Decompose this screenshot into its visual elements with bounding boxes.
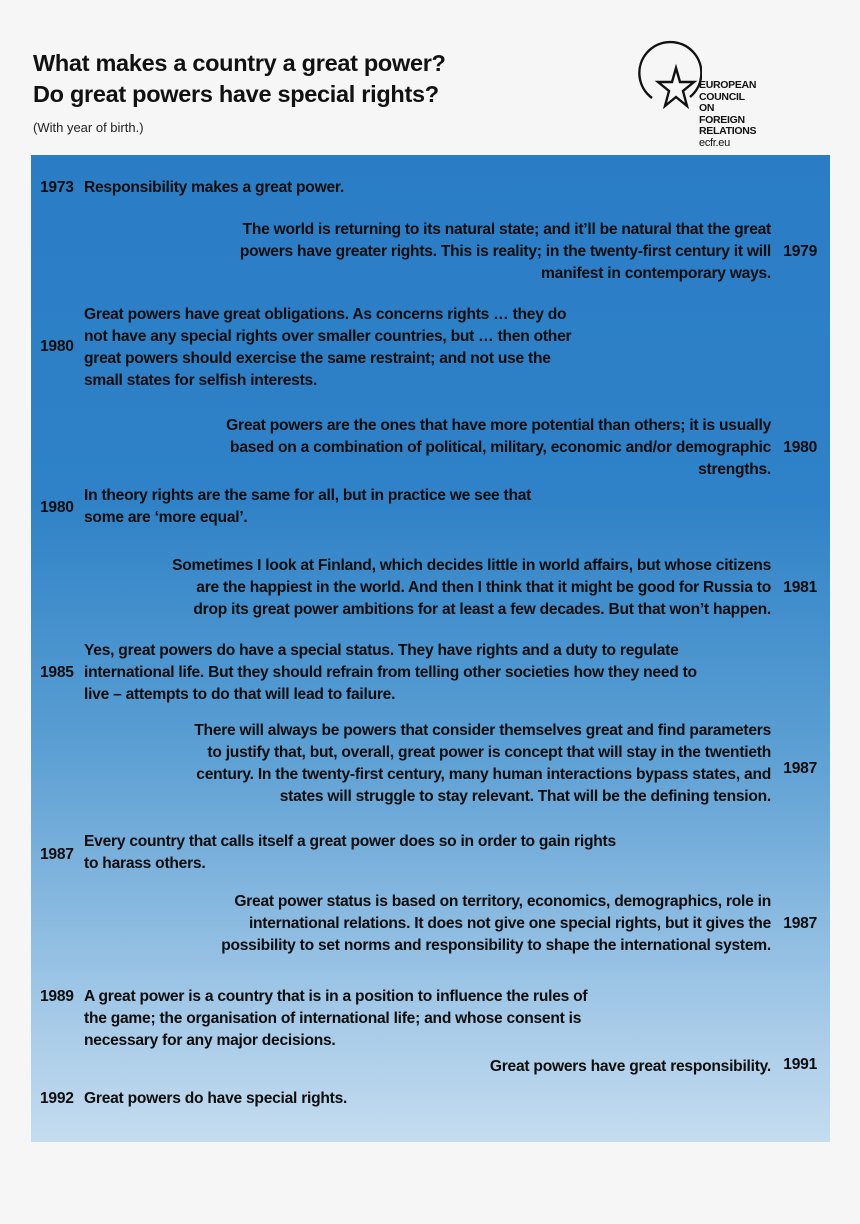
quote-line: powers have greater rights. This is reality; in the twenty-first century it will <box>239 243 771 260</box>
quote-line: Responsibility makes a great power. <box>84 179 344 196</box>
logo-line-2: COUNCIL <box>699 90 745 103</box>
quote-year: 1985 <box>40 664 74 681</box>
quote-text <box>84 640 697 706</box>
quote-line: Great powers do have special rights. <box>84 1090 348 1107</box>
quote-text <box>84 831 616 875</box>
quote-year: 1980 <box>40 499 74 516</box>
quote-line: international life. But they should refrain from telling other societies how they need to <box>84 664 697 681</box>
quote-line: based on a combination of political, military, economic and/or demographic <box>230 439 771 456</box>
logo-text <box>699 80 756 150</box>
subtitle: (With year of birth.) <box>33 120 144 135</box>
quote-text <box>172 555 771 621</box>
quote-line: drop its great power ambitions for at least a few decades. But that won’t happen. <box>193 601 771 618</box>
quote-year: 1987 <box>783 915 817 932</box>
quote-line: possibility to set norms and responsibility to shape the international system. <box>221 937 771 954</box>
quote-line: Great powers are the ones that have more potential than others; it is usually <box>226 417 771 434</box>
quote-line: Great power status is based on territory, economics, demographics, role in <box>234 893 771 910</box>
quote-line: not have any special rights over smaller countries, but … then other <box>84 328 572 345</box>
quote-year: 1992 <box>40 1090 74 1107</box>
quote-year: 1973 <box>40 179 74 196</box>
quote-line: live – attempts to do that will lead to failure. <box>84 686 396 703</box>
quote-year: 1989 <box>40 988 74 1005</box>
quote-line: manifest in contemporary ways. <box>541 265 771 282</box>
quote-line: great powers should exercise the same restraint; and not use the <box>84 350 551 367</box>
logo-line-1: EUROPEAN <box>699 79 757 91</box>
title-line-1: What makes a country a great power? <box>33 50 446 76</box>
quote-text <box>84 986 587 1052</box>
quote-line: There will always be powers that consider themselves great and find parameters <box>194 722 771 739</box>
quote-text <box>84 177 344 199</box>
quote-year: 1991 <box>783 1056 817 1073</box>
quotes-panel <box>31 155 830 1142</box>
quote-line: international relations. It does not give one special rights, but it gives the <box>248 915 771 932</box>
quote-line: The world is returning to its natural state; and it’ll be natural that the great <box>242 221 771 238</box>
quote-line: Great powers have great responsibility. <box>489 1058 771 1075</box>
quote-year: 1987 <box>40 846 74 863</box>
quote-year: 1987 <box>783 760 817 777</box>
quote-line: necessary for any major decisions. <box>84 1032 336 1049</box>
logo-line-4: RELATIONS <box>699 125 757 138</box>
page-title <box>33 48 446 110</box>
logo-url: ecfr.eu <box>699 136 730 149</box>
quote-line: are the happiest in the world. And then I think that it might be good for Russia to <box>196 579 771 596</box>
quote-text <box>84 304 571 392</box>
logo-line-3: ON FOREIGN <box>699 102 745 126</box>
quote-line: to harass others. <box>84 855 206 872</box>
quote-line: Yes, great powers do have a special status. They have rights and a duty to regulate <box>84 642 679 659</box>
quote-line: to justify that, but, overall, great power is concept that will stay in the twentieth <box>207 744 771 761</box>
quote-line: strengths. <box>698 461 771 478</box>
title-line-2: Do great powers have special rights? <box>33 81 439 107</box>
quote-line: states will struggle to stay relevant. That will be the defining tension. <box>279 788 771 805</box>
ecfr-logo <box>632 40 757 149</box>
quote-line: Sometimes I look at Finland, which decides little in world affairs, but whose citizens <box>172 557 771 574</box>
quote-line: In theory rights are the same for all, but in practice we see that <box>84 487 532 504</box>
header <box>33 48 446 135</box>
quote-text <box>490 1056 771 1078</box>
star-in-circle-icon <box>632 40 702 120</box>
quote-text <box>240 219 771 285</box>
quote-year: 1980 <box>40 338 74 355</box>
quote-text <box>84 485 531 529</box>
quote-text <box>226 415 771 481</box>
quote-year: 1981 <box>783 579 817 596</box>
quote-year: 1979 <box>783 243 817 260</box>
quote-line: some are ‘more equal’. <box>84 509 248 526</box>
quote-line: the game; the organisation of international life; and whose consent is <box>84 1010 582 1027</box>
quote-year: 1980 <box>783 439 817 456</box>
quote-line: Every country that calls itself a great power does so in order to gain rights <box>84 833 616 850</box>
quote-line: century. In the twenty-first century, many human interactions bypass states, and <box>196 766 771 783</box>
quote-line: A great power is a country that is in a position to influence the rules of <box>84 988 588 1005</box>
quote-text <box>194 720 771 808</box>
quote-text <box>84 1088 347 1110</box>
quote-line: small states for selfish interests. <box>84 372 318 389</box>
quote-line: Great powers have great obligations. As concerns rights … they do <box>84 306 567 323</box>
quote-text <box>221 891 771 957</box>
